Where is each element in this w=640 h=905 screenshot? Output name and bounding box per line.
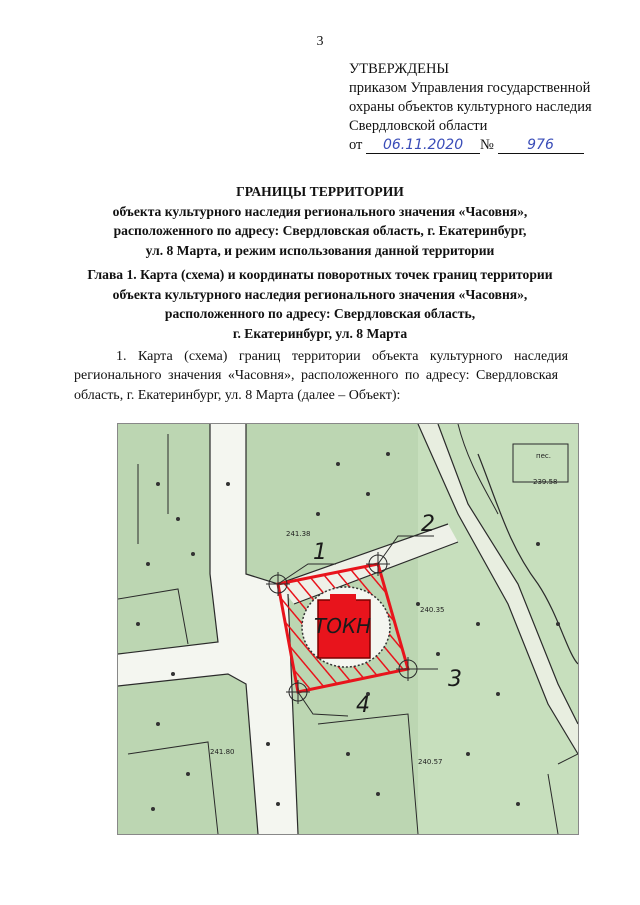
chapter-line: г. Екатеринбург, ул. 8 Марта [232, 325, 408, 341]
approval-line: Свердловской области [349, 118, 488, 134]
chapter-heading [60, 265, 580, 343]
title-line: объекта культурного наследия регионального значения «Часовня», [112, 203, 528, 219]
elevation-label: 241.38 [286, 530, 311, 538]
handwritten-date: 06.11.2020 [366, 138, 480, 154]
boundary-map [117, 423, 579, 835]
map-small-label: пес. [536, 452, 551, 460]
approval-heading: УТВЕРЖДЕНЫ [349, 61, 450, 77]
point-label-2: 2 [421, 512, 435, 537]
object-label: ТОКН [314, 614, 372, 638]
elevation-label: 240.57 [418, 758, 443, 766]
point-label-4: 4 [356, 693, 370, 718]
approval-date-line [349, 136, 634, 155]
paragraph-line: регионального значения «Часовня», расположенного по адресу: Свердловская [74, 368, 559, 384]
date-prefix: от [349, 137, 363, 153]
chapter-line: расположенного по адресу: Свердловская область, [164, 306, 476, 321]
title-line: ул. 8 Марта, и режим использования данной территории [145, 242, 495, 258]
page-number: 3 [316, 34, 324, 49]
approval-block [349, 60, 634, 155]
chapter-line: Глава 1. Карта (схема) и координаты поворотных точек границ территории [87, 267, 553, 282]
paragraph-line: область, г. Екатеринбург, ул. 8 Марта (далее – Объект): [74, 387, 401, 403]
point-label-1: 1 [313, 540, 327, 565]
title-line: расположенного по адресу: Свердловская область, г. Екатеринбург, [113, 223, 527, 238]
title-line: ГРАНИЦЫ ТЕРРИТОРИИ [236, 184, 404, 199]
map-svg [118, 424, 578, 834]
point-label-3: 3 [448, 667, 462, 692]
approval-line: охраны объектов культурного наследия [349, 99, 592, 115]
handwritten-number: 976 [498, 138, 584, 154]
approval-line: приказом Управления государственной [349, 80, 591, 96]
paragraph-line: 1. Карта (схема) границ территории объекта культурного наследия [116, 349, 569, 364]
document-title [60, 182, 580, 260]
paragraph-1 [74, 347, 577, 405]
elevation-label: 240.35 [420, 606, 445, 614]
chapter-line: объекта культурного наследия регионального значения «Часовня», [112, 286, 528, 302]
number-prefix: № [480, 137, 494, 153]
elevation-label: 241.80 [210, 748, 235, 756]
elevation-label: 239.58 [533, 478, 558, 486]
